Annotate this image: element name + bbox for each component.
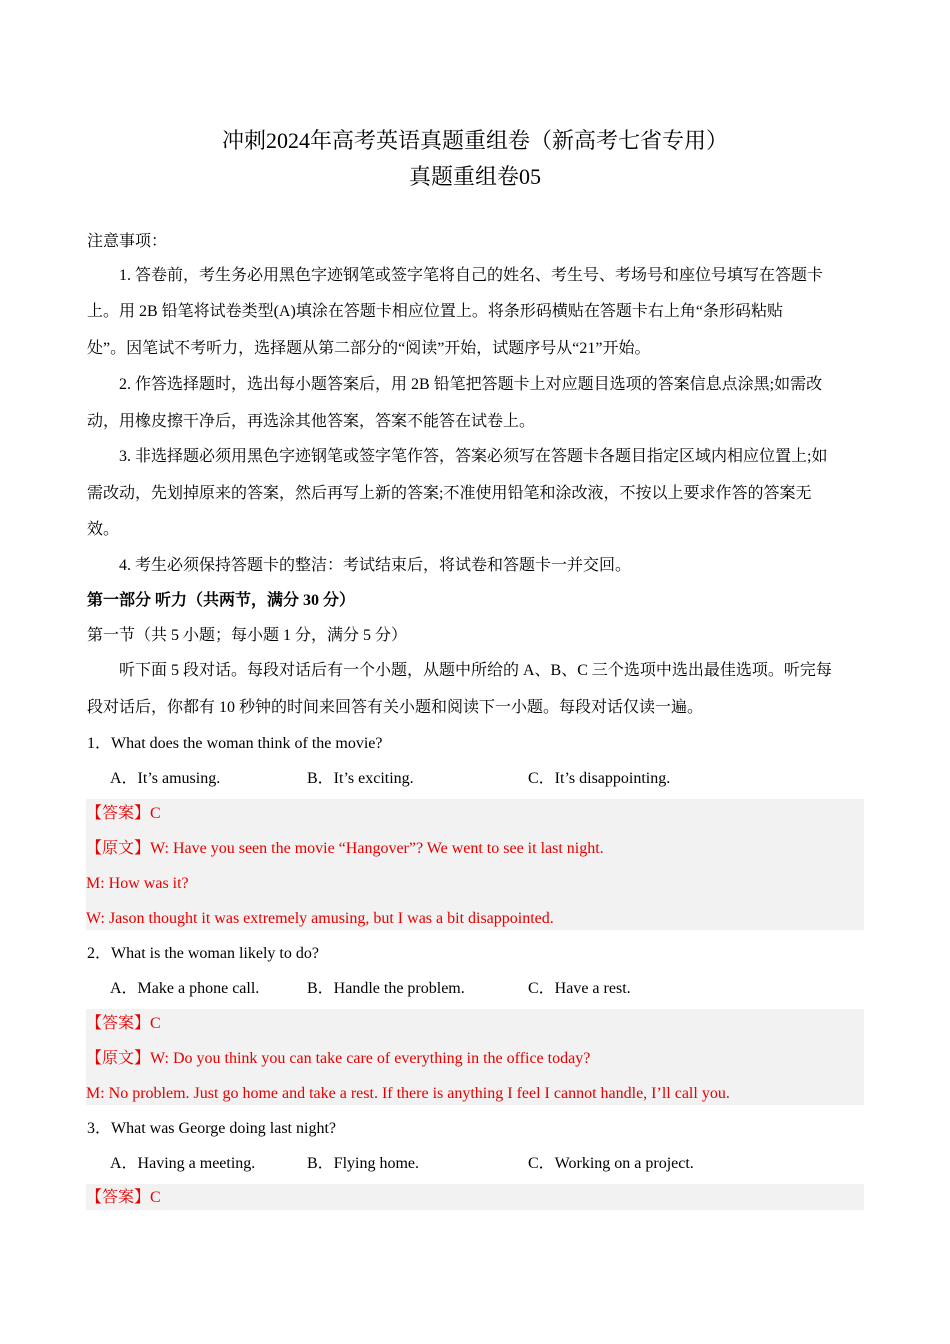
notice-line: 3. 非选择题必须用黑色字迹钢笔或签字笔作答，答案必须写在答题卡各题目指定区域内相应位置上;如 bbox=[119, 448, 828, 465]
section-subtitle: 第一节（共 5 小题；每小题 1 分，满分 5 分） bbox=[87, 627, 408, 644]
notice-line: 2. 作答选择题时，选出每小题答案后，用 2B 铅笔把答题卡上对应题目选项的答案信息点涂黑;如需改 bbox=[119, 376, 823, 393]
instruction-line: 听下面 5 段对话。每段对话后有一个小题，从题中所给的 A、B、C 三个选项中选出最佳选项。听完每 bbox=[119, 662, 832, 679]
option-a: A．Having a meeting. bbox=[110, 1155, 256, 1172]
transcript-line: M: No problem. Just go home and take a rest. If there is anything I feel I cannot handle, I’ll call you. bbox=[86, 1085, 730, 1102]
option-c: C．Working on a project. bbox=[528, 1155, 694, 1172]
notice-line: 动，用橡皮擦干净后，再选涂其他答案，答案不能答在试卷上。 bbox=[87, 413, 536, 430]
transcript-line: M: How was it? bbox=[86, 875, 189, 892]
notice-line: 处”。因笔试不考听力，选择题从第二部分的“阅读”开始，试题序号从“21”开始。 bbox=[87, 340, 651, 357]
document-title: 冲刺2024年高考英语真题重组卷（新高考七省专用） bbox=[221, 128, 728, 153]
option-a: A．It’s amusing. bbox=[110, 770, 221, 787]
instruction-line: 段对话后，你都有 10 秒钟的时间来回答有关小题和阅读下一小题。每段对话仅读一遍。 bbox=[87, 699, 704, 716]
answer-block bbox=[86, 1009, 864, 1105]
answer-label: 【答案】C bbox=[86, 1015, 161, 1032]
notice-heading: 注意事项： bbox=[87, 233, 168, 250]
notice-line: 效。 bbox=[87, 521, 120, 538]
notice-line: 4. 考生必须保持答题卡的整洁：考试结束后，将试卷和答题卡一并交回。 bbox=[119, 557, 632, 574]
transcript-line: 【原文】W: Have you seen the movie “Hangover”? We went to see it last night. bbox=[86, 840, 604, 857]
notice-line: 需改动，先划掉原来的答案，然后再写上新的答案;不准使用铅笔和涂改液，不按以上要求作答的答案无 bbox=[87, 485, 812, 502]
option-b: B．Handle the problem. bbox=[307, 980, 465, 997]
option-a: A．Make a phone call. bbox=[110, 980, 260, 997]
transcript-line: 【原文】W: Do you think you can take care of everything in the office today? bbox=[86, 1050, 591, 1067]
question-stem: 1．What does the woman think of the movie? bbox=[87, 735, 383, 752]
document-subtitle: 真题重组卷05 bbox=[408, 164, 541, 189]
answer-label: 【答案】C bbox=[86, 805, 161, 822]
option-c: C．It’s disappointing. bbox=[528, 770, 671, 787]
notice-line: 1. 答卷前，考生务必用黑色字迹钢笔或签字笔将自己的姓名、考生号、考场号和座位号填写在答题卡 bbox=[119, 267, 824, 284]
notice-line: 上。用 2B 铅笔将试卷类型(A)填涂在答题卡相应位置上。将条形码横贴在答题卡右上角“条形码粘贴 bbox=[87, 303, 783, 320]
answer-block bbox=[86, 1184, 864, 1210]
option-b: B．Flying home. bbox=[307, 1155, 420, 1172]
question-stem: 3．What was George doing last night? bbox=[87, 1120, 336, 1137]
option-c: C．Have a rest. bbox=[528, 980, 631, 997]
option-b: B．It’s exciting. bbox=[307, 770, 414, 787]
question-stem: 2．What is the woman likely to do? bbox=[87, 945, 319, 962]
part-title: 第一部分 听力（共两节，满分 30 分） bbox=[87, 592, 356, 609]
answer-block bbox=[86, 799, 864, 930]
transcript-line: W: Jason thought it was extremely amusing, but I was a bit disappointed. bbox=[86, 910, 554, 927]
answer-label: 【答案】C bbox=[86, 1189, 161, 1206]
